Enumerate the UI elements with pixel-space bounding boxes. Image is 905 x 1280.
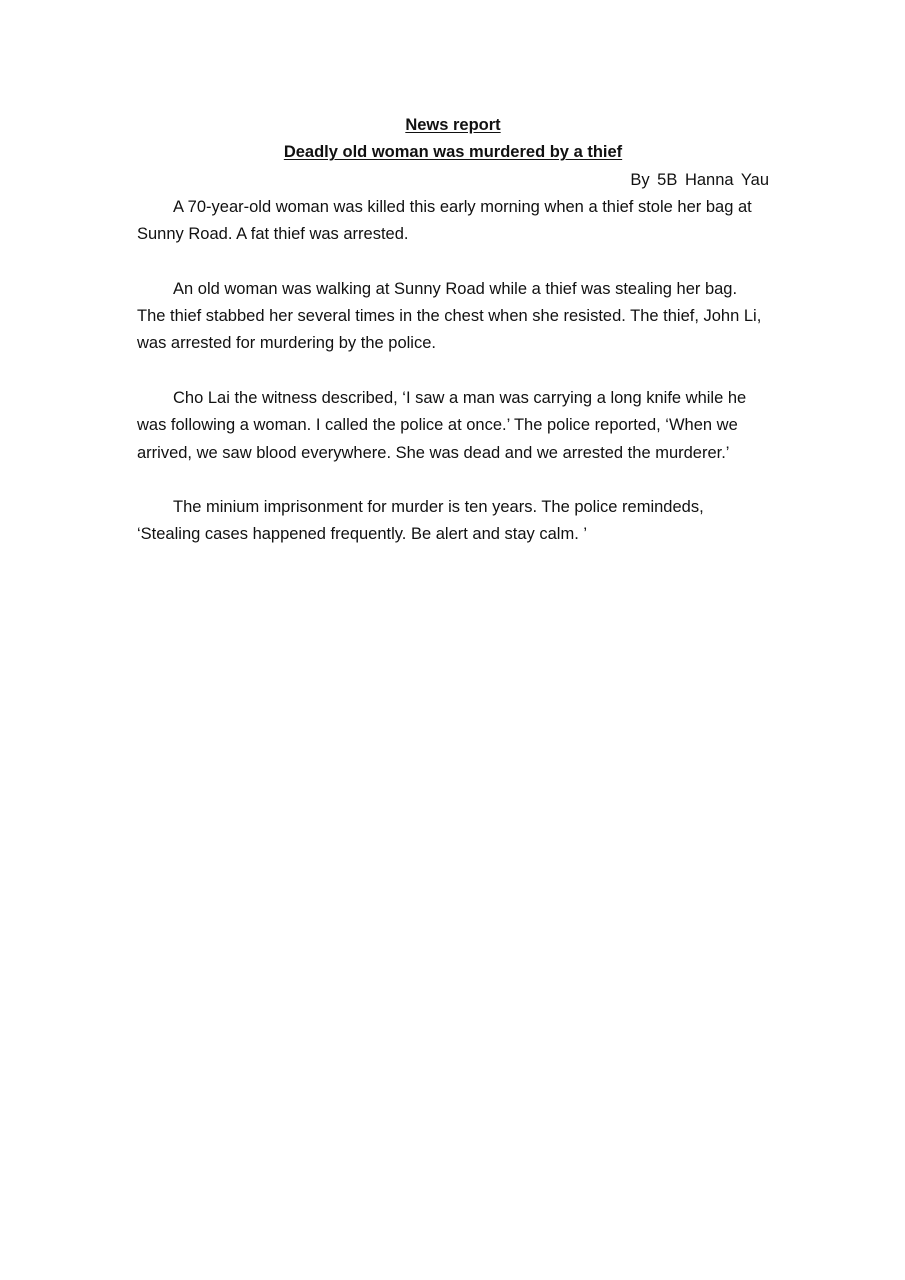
paragraph-2: An old woman was walking at Sunny Road while a thief was stealing her bag. The thief stabbed her several times in the chest when she resisted. The thief, John Li, was arrested for murdering by the police. xyxy=(137,279,762,353)
document-page xyxy=(137,112,769,576)
document-heading: News report xyxy=(405,116,501,134)
document-headline: Deadly old woman was murdered by a thief xyxy=(283,143,623,162)
paragraph-3: Cho Lai the witness described, ‘I saw a man was carrying a long knife while he was following a woman. I called the police at once.’ The police reported, ‘When we arrived, we saw blood everywhere. She was dead and we arrested the murderer.’ xyxy=(137,388,747,462)
paragraph-1: A 70-year-old woman was killed this early morning when a thief stole her bag at Sunny Road. A fat thief was arrested. xyxy=(137,197,752,244)
paragraph-4: The minium imprisonment for murder is ten years. The police remindeds, ‘Stealing cases happened frequently. Be alert and stay calm. ’ xyxy=(137,498,704,544)
document-byline: By 5B Hanna Yau xyxy=(630,170,769,189)
